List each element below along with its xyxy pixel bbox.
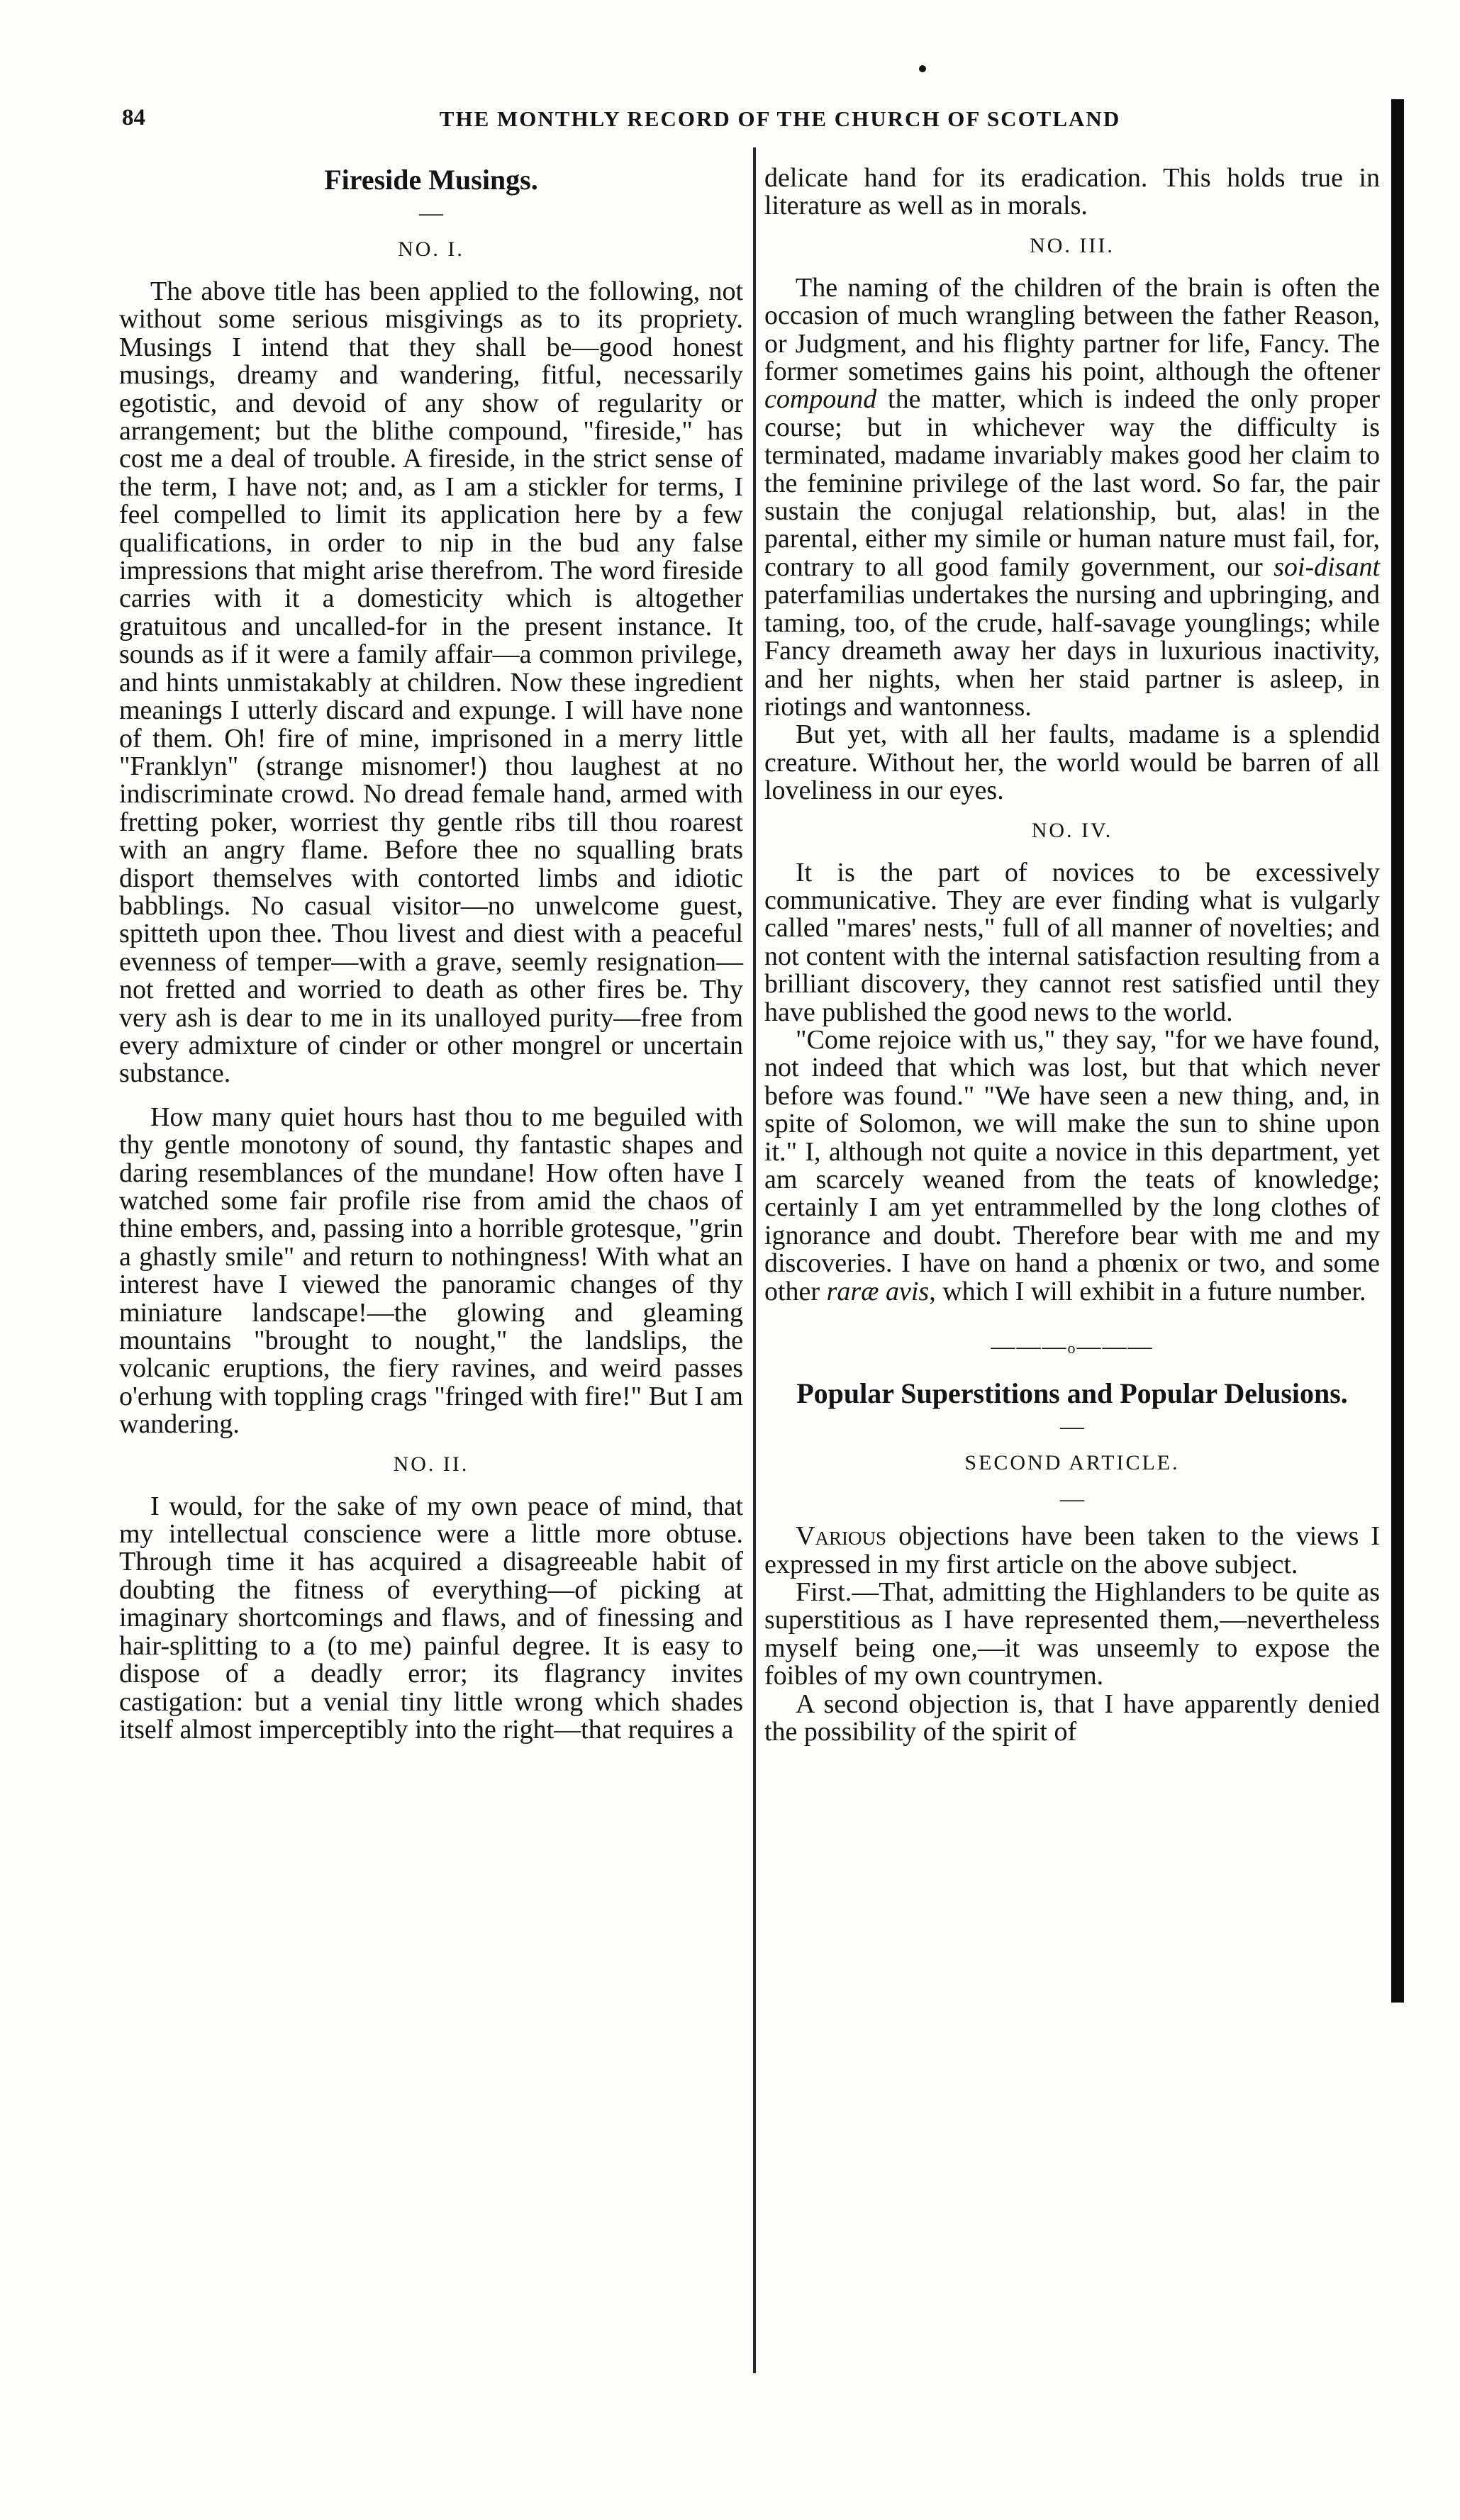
paragraph: First.—That, admitting the Highlanders to be quite as superstitious as I have represented them,—nevertheless myself being one,—it was unseemly to expose the foibles of my own countrymen. — [764, 1577, 1380, 1691]
section-heading-no-4: NO. IV. — [1031, 818, 1113, 842]
text-run: , which I will exhibit in a future number. — [929, 1276, 1366, 1306]
section-heading-no-2: NO. II. — [393, 1452, 469, 1476]
divider-line: ——— — [991, 1333, 1068, 1360]
italic-text: compound — [764, 384, 877, 415]
title-dash: — — [419, 200, 443, 226]
column-divider-rule — [753, 147, 756, 2373]
paragraph: A second objection is, that I have apparently denied the possibility of the spirit of — [764, 1689, 1380, 1747]
paragraph: But yet, with all her faults, madame is a splendid creature. Without her, the world would be barren of all loveliness in our eyes. — [764, 719, 1380, 806]
lead-word: Various — [796, 1521, 886, 1552]
paragraph — [764, 1026, 1380, 1306]
article-title: Fireside Musings. — [324, 164, 538, 196]
text-run: The naming of the children of the brain is often the occasion of much wrangling between the father Reason, or Judgment, and his flighty partner for life, Fancy. The former sometimes gains his point, although the oftener — [764, 272, 1380, 387]
divider-line: ——— — [1076, 1333, 1154, 1360]
article-subheading: SECOND ARTICLE. — [964, 1451, 1180, 1475]
paragraph — [764, 274, 1380, 722]
paragraph: It is the part of novices to be excessively communicative. They are ever finding what is vulgarly called "mares' nests," full of all manner of novelties; and not content with the internal satisfaction resulting from a brilliant discovery, they cannot rest satisfied until they have published the good news to the world. — [764, 857, 1380, 1027]
paragraph-continued: delicate hand for its eradication. This holds true in literature as well as in morals. — [764, 163, 1380, 221]
italic-text: raræ avis — [826, 1276, 930, 1306]
ink-dot — [919, 65, 926, 72]
section-heading-no-3: NO. III. — [1030, 233, 1115, 257]
section-heading-no-1: NO. I. — [398, 237, 464, 261]
paragraph: The above title has been applied to the following, not without some serious misgivings as to its propriety. Musings I intend that they shall be—good honest musings, dreamy and wandering, fitful, necessarily egotistic, and devoid of any show of regularity or arrangement; but the blithe compound, "fireside," has cost me a deal of trouble. A fireside, in the strict sense of the term, I have not; and, as I am a stickler for terms, I feel compelled to limit its application here by a few qualifications, in order to nip in the bud any false impressions that might arise therefrom. The word fireside carries with it a domesticity which is altogether gratuitous and uncalled-for in the present instance. It sounds as if it were a family affair—a common privilege, and hints unmistakably at children. Now these ingredient meanings I utterly discard and expunge. I will have none of them. Oh! fire of mine, imprisoned in a merry little "Franklyn" (strange misnomer!) thou laughest at no indiscriminate crowd. No dread female hand, armed with fretting poker, worriest thy gentle ribs till thou roarest with an angry flame. Before thee no squalling brats disport themselves with contorted limbs and idiotic babblings. No casual visitor—no unwelcome guest, spitteth upon thee. Thou livest and diest with a peaceful evenness of temper—with a grave, seemly resignation—not fretted and worried to death as other fires be. Thy very ash is dear to me in its unalloyed purity—free from every admixture of cinder or other mongrel or uncertain substance. — [119, 276, 743, 1089]
paragraph-gap — [119, 1088, 743, 1104]
left-column — [119, 164, 743, 1744]
running-title: THE MONTHLY RECORD OF THE CHURCH OF SCOTLAND — [439, 106, 1121, 131]
text-run: the matter, which is indeed the only proper course; but in whichever way the difficulty is terminated, madame invariably makes good her claim to the feminine privilege of the last word. So far, the pair sustain the conjugal relationship, but, alas! in the parental, either my simile or human nature must fail, for, contrary to all good family government, our — [764, 384, 1380, 582]
article-title-2: Popular Superstitions and Popular Delusions. — [796, 1377, 1348, 1410]
title-dash: — — [1060, 1413, 1084, 1440]
article-divider — [764, 1333, 1380, 1362]
text-run: paterfamilias undertakes the nursing and upbringing, and taming, too, of the crude, half-savage younglings; while Fancy dreameth away her days in luxurious inactivity, and her nights, when her staid partner is asleep, in riotings and wantonness. — [764, 580, 1380, 722]
paragraph — [764, 1523, 1380, 1579]
subheading-dash: — — [1060, 1486, 1084, 1513]
page-number: 84 — [122, 105, 145, 130]
paragraph: I would, for the sake of my own peace of mind, that my intellectual conscience were a little more obtuse. Through time it has acquired a disagreeable habit of doubting the fitness of everything—of picking at imaginary shortcomings and flaws, and of finessing and hair-splitting to a (to me) painful degree. It is easy to dispose of a deadly error; its flagrancy invites castigation: but a venial tiny little wrong which shades itself almost imperceptibly into the right—that requires a — [119, 1491, 743, 1745]
divider-ornament: o — [1067, 1339, 1077, 1357]
right-column — [764, 164, 1380, 1746]
text-run: "Come rejoice with us," they say, "for we have found, not indeed that which was lost, but that which never before was found." "We have seen a new thing, and, in spite of Solomon, we will make the sun to shine upon it." I, although not quite a novice in this department, yet am scarcely weaned from the teats of knowledge; certainly I am yet entrammelled by the long clothes of ignorance and doubt. Therefore bear with me and my discoveries. I have on hand a phœnix or two, and some other — [764, 1024, 1380, 1306]
binding-edge-bar — [1391, 99, 1404, 2003]
italic-text: soi-disant — [1274, 551, 1380, 582]
paragraph: How many quiet hours hast thou to me beguiled with thy gentle monotony of sound, thy fantastic shapes and daring resemblances of the mundane! How often have I watched some fair profile rise from amid the chaos of thine embers, and, passing into a horrible grotesque, "grin a ghastly smile" and return to nothingness! With what an interest have I viewed the panoramic changes of thy miniature landscape!—the glowing and gleaming mountains "brought to nought," the landslips, the volcanic eruptions, the fiery ravines, and weird passes o'erhung with toppling crags "fringed with fire!" But I am wandering. — [119, 1102, 743, 1440]
text-run: objections have been taken to the views I expressed in my first article on the above subject. — [764, 1521, 1380, 1579]
